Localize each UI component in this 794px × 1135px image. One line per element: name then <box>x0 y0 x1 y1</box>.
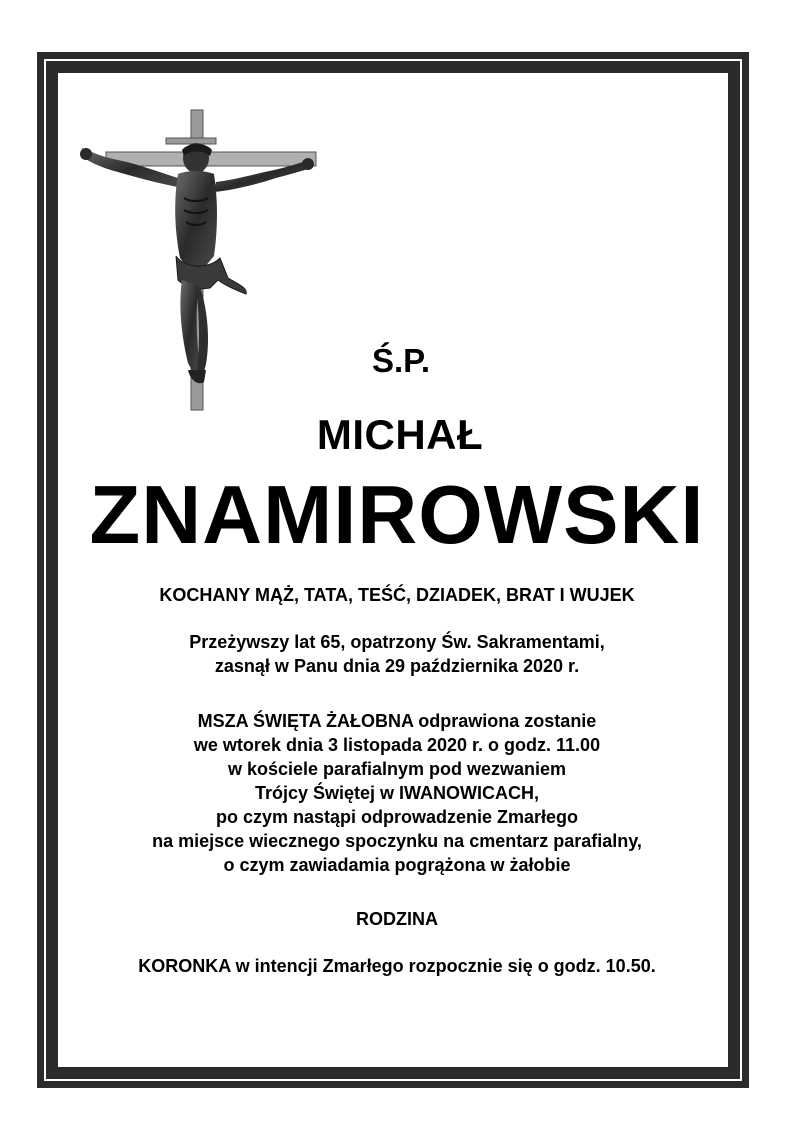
family-relation: KOCHANY MĄŻ, TATA, TEŚĆ, DZIADEK, BRAT I WUJEK <box>159 585 635 605</box>
funeral-line: w kościele parafialnym pod wezwaniem <box>227 759 567 779</box>
funeral-line: we wtorek dnia 3 listopada 2020 r. o godz. 11.00 <box>193 735 601 755</box>
funeral-line-text: Trójcy Świętej w <box>254 783 400 803</box>
deceased-surname: ZNAMIROWSKI <box>89 468 705 561</box>
crucifix-icon <box>78 108 318 413</box>
funeral-line-text: odprawiona zostanie <box>413 711 597 731</box>
funeral-line: o czym zawiadamia pogrążona w żałobie <box>223 855 571 875</box>
funeral-line-text: , <box>534 783 540 803</box>
rosary-notice <box>0 956 794 977</box>
death-notice <box>0 630 794 678</box>
funeral-line: po czym nastąpi odprowadzenie Zmarłego <box>215 807 579 827</box>
funeral-line: na miejsce wiecznego spoczynku na cmentarz parafialny, <box>152 831 642 851</box>
rosary-heading: KORONKA <box>138 956 231 976</box>
church-location: IWANOWICACH <box>399 783 535 803</box>
funeral-line <box>0 709 794 733</box>
death-notice-line: Przeżywszy lat 65, opatrzony Św. Sakramentami, <box>189 632 605 652</box>
signature: RODZINA <box>356 909 438 929</box>
funeral-details <box>0 709 794 877</box>
mass-heading: MSZA ŚWIĘTA ŻAŁOBNA <box>197 711 414 731</box>
deceased-first-name: MICHAŁ <box>316 411 484 458</box>
deceased-prefix: Ś.P. <box>371 342 431 379</box>
death-notice-line: zasnął w Panu dnia 29 października 2020 r. <box>214 656 580 676</box>
funeral-line <box>0 781 794 805</box>
rosary-text: w intencji Zmarłego rozpocznie się o godz. 10.50. <box>230 956 656 976</box>
